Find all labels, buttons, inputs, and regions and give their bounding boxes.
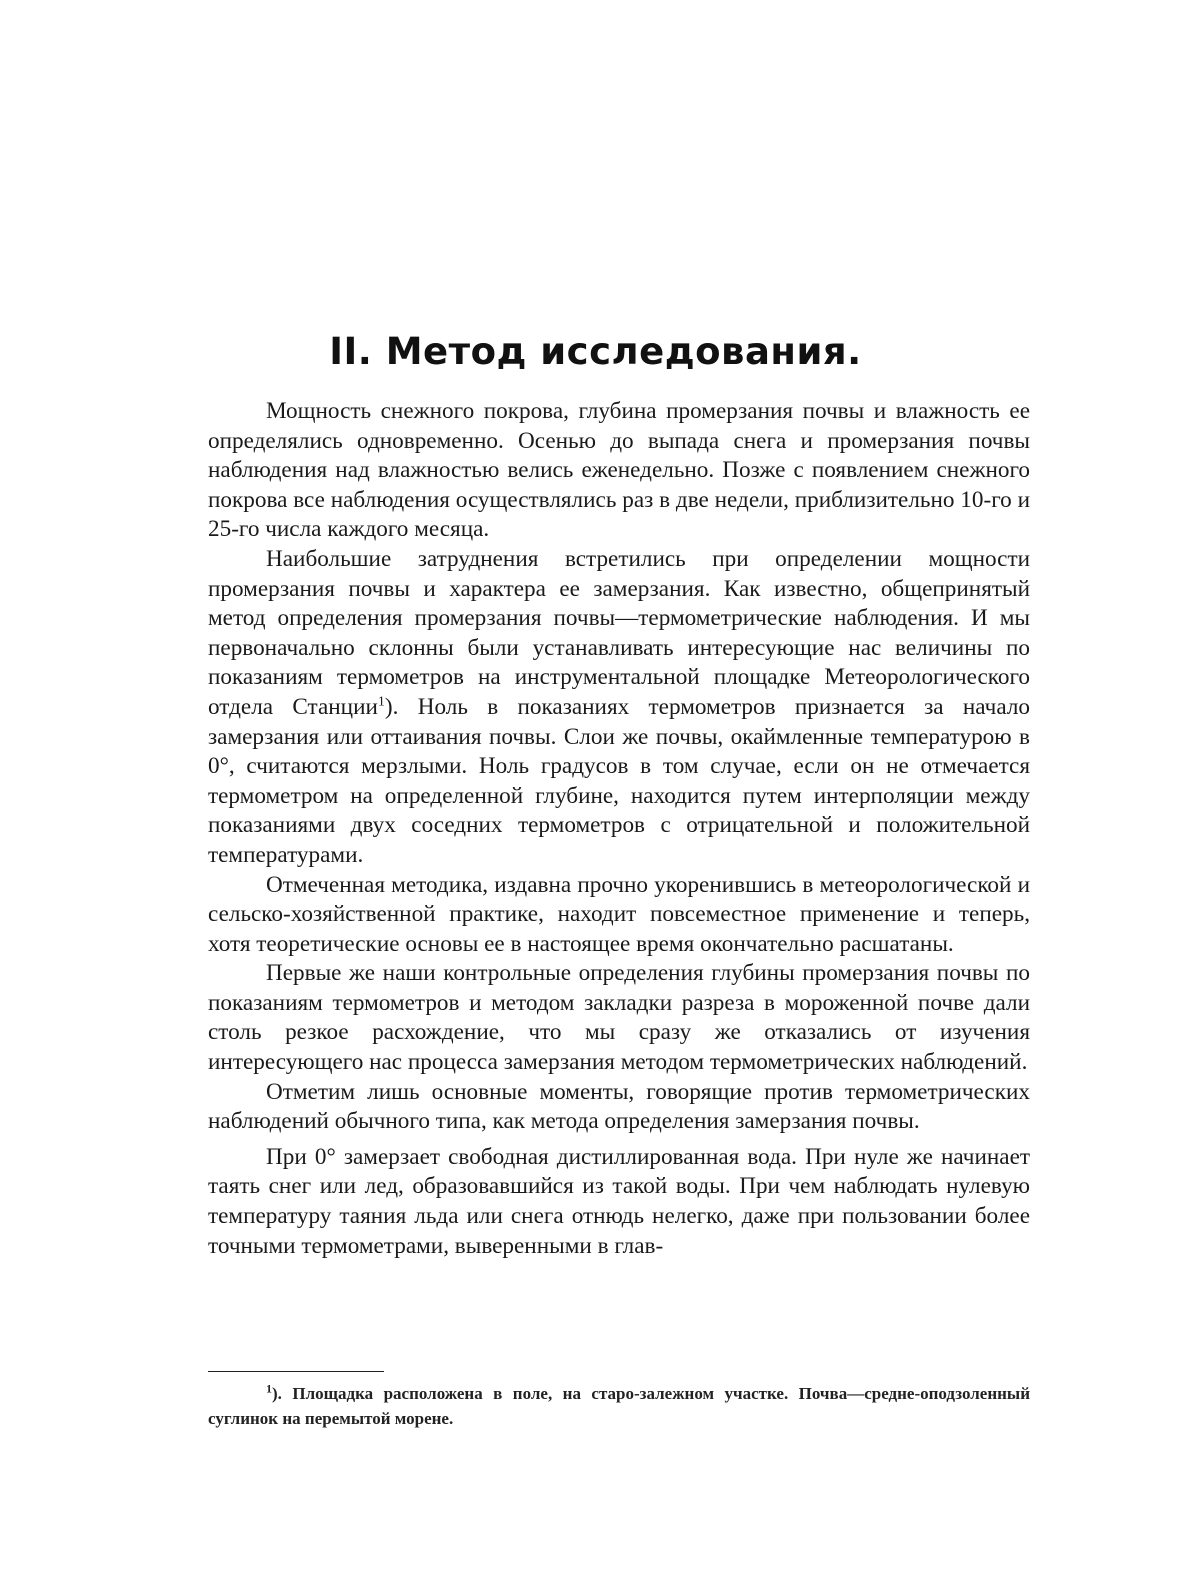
footnote bbox=[208, 1381, 1030, 1431]
paragraph-3: Отмеченная методика, издавна прочно укоренившись в метеорологической и сельско-хозяйственной практике, находит повсеместное применение и теперь, хотя теоретические основы ее в настоящее время окончательно расшатаны. bbox=[208, 871, 1030, 957]
footnote-mark: 1 bbox=[266, 1381, 272, 1396]
footnote-reference: 1 bbox=[377, 694, 385, 710]
paragraph-5: Отметим лишь основные моменты, говорящие против термометрических наблюдений обычного типа, как метода определения замерзания почвы. bbox=[208, 1078, 1030, 1135]
paragraph-1: Мощность снежного покрова, глубина промерзания почвы и влажность ее определялись одновременно. Осенью до выпада снега и промерзания почвы наблюдения над влажностью велись еженедельно. Позже с появлением снежного покрова все наблюдения осуществлялись раз в две недели, приблизительно 10-го и 25-го числа каждого месяца. bbox=[208, 398, 1030, 543]
paragraph-6: При 0° замерзает свободная дистиллированная вода. При нуле же начинает таять снег или лед, образовавшийся из такой воды. При чем наблюдать нулевую температуру таяния льда или снега отнюдь нелегко, даже при пользовании более точными термометрами, выверенными в глав- bbox=[208, 1143, 1030, 1259]
paragraph-4: Первые же наши контрольные определения глубины промерзания почвы по показаниям термометров и методом закладки разреза в мороженной почве дали столь резкое расхождение, что мы сразу же отказались от изучения интересующего нас процесса замерзания методом термометрических наблюдений. bbox=[208, 960, 1030, 1076]
page-title: II. Метод исследования. bbox=[329, 330, 862, 373]
paragraph-2 bbox=[208, 545, 1030, 871]
paragraph-2-continuation: ). Ноль в показаниях термометров признается за начало замерзания или оттаивания почвы. Слои же почвы, окаймленные температурою в 0°, считаются мерзлыми. Ноль градусов в том случае, если он не отмечается термометром на определенной глубине, находится путем интерполяции между показаниями двух соседних термометров с отрицательной и положительной температурами. bbox=[208, 693, 1030, 868]
paragraph-2-text: Наибольшие затруднения встретились при определении мощности промерзания почвы и характера ее замерзания. Как известно, общепринятый метод определения промерзания почвы—термометрические наблюдения. И мы первоначально склонны были устанавливать интересующие нас величины по показаниям термометров на инструментальной площадке Метеорологического отдела Станции bbox=[208, 545, 1030, 720]
body-text bbox=[208, 397, 1030, 1261]
footnote-text: ). Площадка расположена в поле, на старо-залежном участке. Почва—средне-оподзоленный суглинок на перемытой морене. bbox=[208, 1384, 1030, 1428]
footnote-divider bbox=[208, 1371, 384, 1372]
